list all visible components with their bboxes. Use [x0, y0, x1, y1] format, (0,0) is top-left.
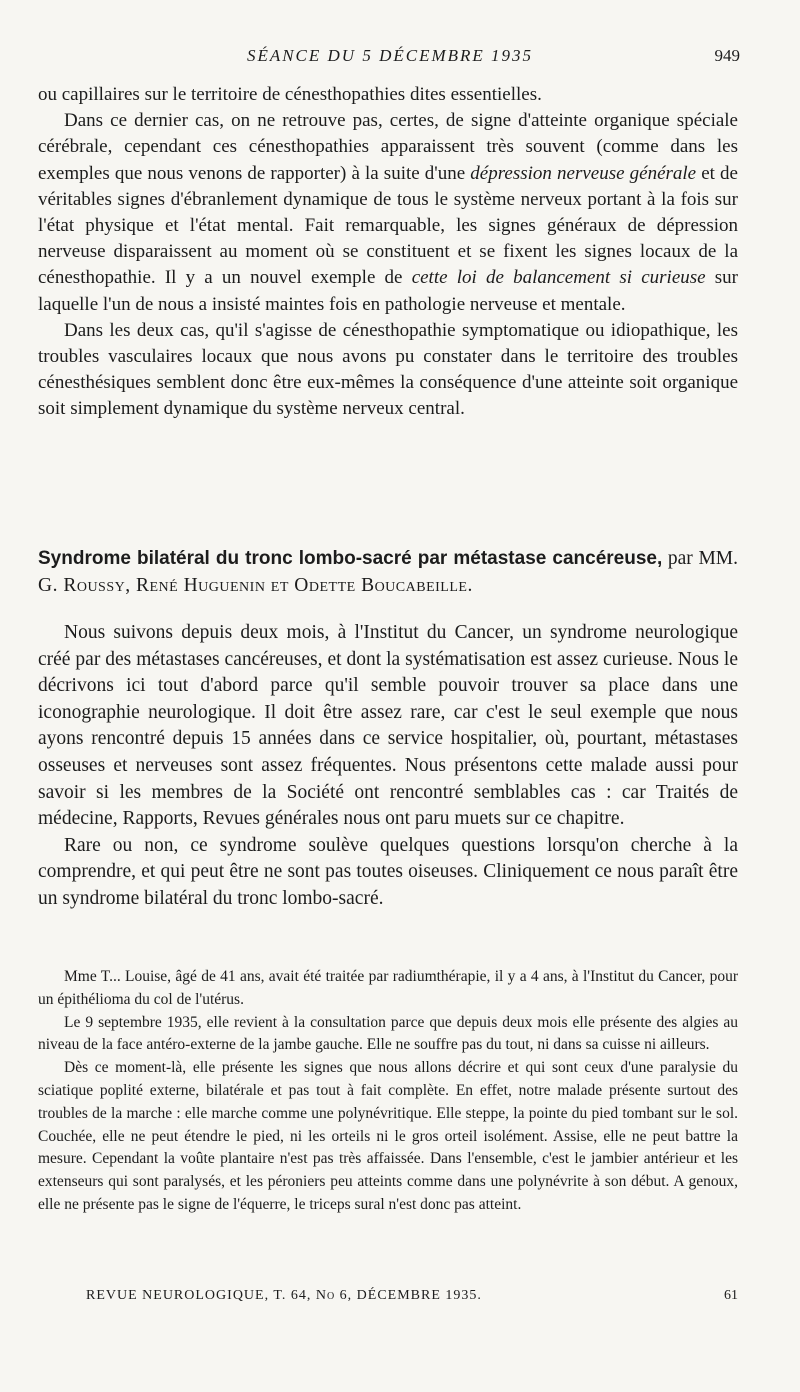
paragraph: Dès ce moment-là, elle présente les signes que nous allons décrire et qui sont ceux d'une paralysie du sciatique poplité externe, bilatérale et pas tout à fait complète. En effet, notre malade présente surtout des troubles de la marche : elle marche comme une polynévritique. Elle steppe, la pointe du pied tombant sur le sol. Couchée, elle ne peut étendre le pied, ni les orteils ni le gros orteil isolément. Assise, elle ne peut battre la mesure. Cependant la voûte plantaire n'est pas très affaissée. Dans l'ensemble, c'est le jambier antérieur et les extenseurs qui sont paralysés, et les péroniers peu atteints comme dans une polynévrite à son début. A genoux, elle ne présente pas le signe de l'équerre, le triceps sural n'est donc pas atteint. [38, 1059, 738, 1213]
emphasis: dépression nerveuse générale [470, 162, 697, 184]
page-number: 949 [714, 46, 740, 65]
text-run: sur laquelle l'un de nous a insisté maintes fois en pathologie nerveuse et mentale. [38, 267, 739, 315]
article-authors: G. Roussy, René Huguenin et Odette Boucabeille. [38, 575, 473, 596]
text-run: et de véritables signes d'ébranlement dynamique de tous le système nerveux portant à la fois sur l'état physique et l'état mental. Fait remarquable, les signes généraux de dépression nerveuse disparaissent au moment où se constituent et se fixent les signes locaux de la cénesthopathie. Il y a un nouvel exemple de [38, 162, 738, 289]
emphasis: cette loi de balancement si curieuse [411, 267, 706, 289]
article-heading [38, 545, 738, 599]
article-title: Syndrome bilatéral du tronc lombo-sacré par métastase cancéreuse, [38, 548, 663, 569]
paragraph: ou capillaires sur le territoire de cénesthopathies dites essentielles. [38, 84, 542, 105]
paragraph: Le 9 septembre 1935, elle revient à la consultation parce que depuis deux mois elle présente des algies au niveau de la face antéro-externe de la jambe gauche. Elle ne souffre pas du tout, ni dans sa cuisse ni ailleurs. [38, 1013, 738, 1054]
paragraph [38, 108, 738, 318]
text-run: Dans ce dernier cas, on ne retrouve pas, certes, de signe d'atteinte organique spéciale cérébrale, cependant ces cénesthopathies apparaissent très souvent (comme dans les exemples que nous venons de rapporter) à la suite d'une [38, 110, 738, 184]
paragraph: Rare ou non, ce syndrome soulève quelques questions lorsqu'on cherche à la comprendre, et qui peut être ne sont pas toutes oiseuses. Cliniquement ce nous paraît être un syndrome bilatéral du tronc lombo-sacré. [38, 834, 738, 909]
paragraph: Dans les deux cas, qu'il s'agisse de cénesthopathie symptomatique ou idiopathique, les troubles vasculaires locaux que nous avons pu constater dans le territoire des troubles cénesthésiques semblent donc être eux-mêmes la conséquence d'une atteinte soit organique soit simplement dynamique du système nerveux central. [38, 319, 738, 420]
case-report [38, 966, 738, 1217]
byline-prefix: par MM. [662, 548, 738, 569]
signature-number: 61 [724, 1288, 738, 1303]
article-body [38, 620, 738, 913]
paragraph: Nous suivons depuis deux mois, à l'Institut du Cancer, un syndrome neurologique créé par des métastases cancéreuses, et dont la systématisation est assez curieuse. Nous le décrivons ici tout d'abord parce qu'il semble pouvoir trouver sa place dans une iconographie neurologique. Il doit être assez rare, car c'est le seul exemple que nous ayons rencontré depuis 15 années dans ce service hospitalier, où, pourtant, métastases osseuses et nerveuses sont assez fréquentes. Nous présentons cette malade aussi pour savoir si les membres de la Société ont rencontré semblables cas : car Traités de médecine, Rapports, Revues générales nous ont paru muets sur ce chapitre. [38, 622, 738, 830]
previous-article-text [38, 82, 738, 423]
paragraph: Mme T... Louise, âgé de 41 ans, avait été traitée par radiumthérapie, il y a 4 ans, à l'Institut du Cancer, pour un épithélioma du col de l'utérus. [38, 968, 738, 1008]
running-title: SÉANCE DU 5 DÉCEMBRE 1935 [246, 46, 534, 65]
journal-citation: REVUE NEUROLOGIQUE, T. 64, No 6, DÉCEMBRE 1935. [86, 1288, 482, 1303]
